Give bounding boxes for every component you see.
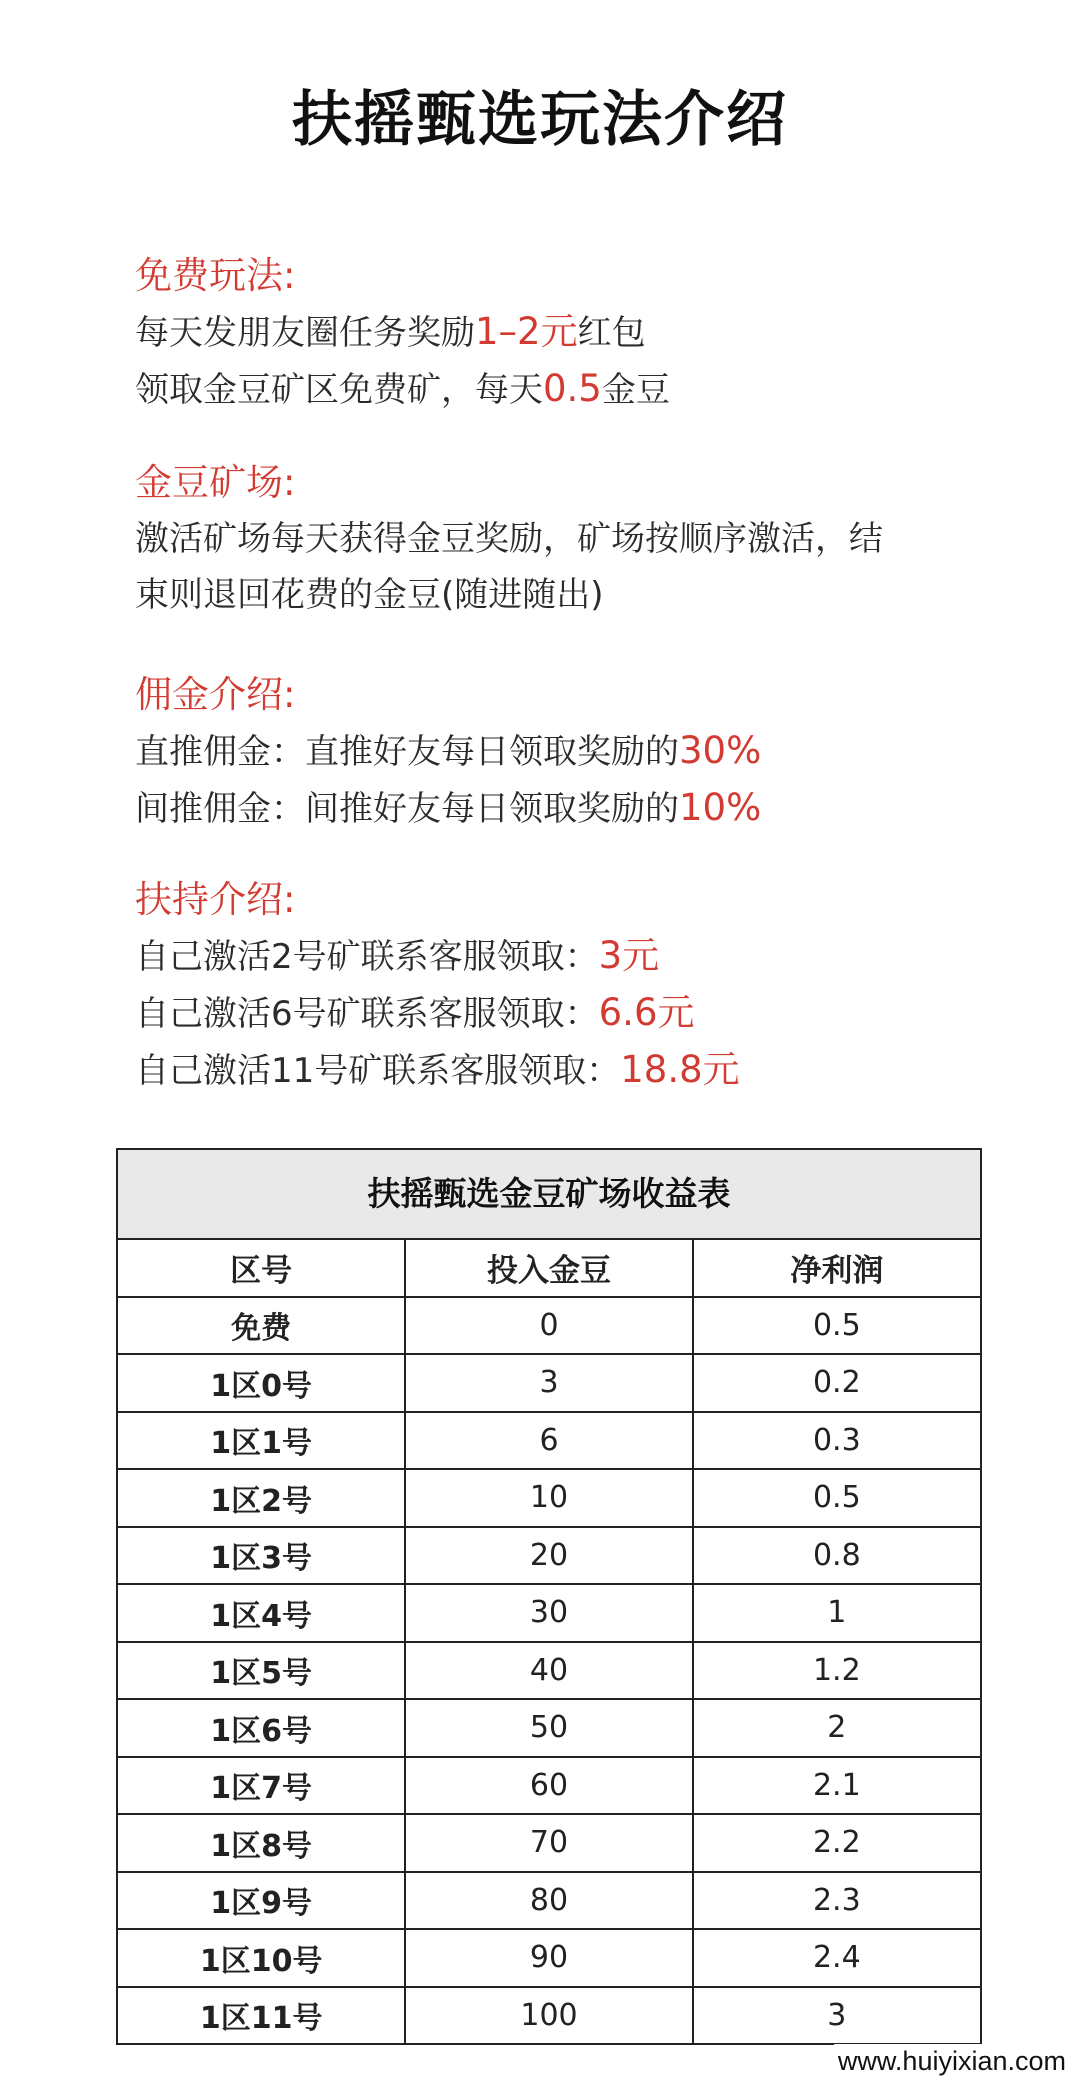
invest-cell: 100 <box>405 1987 692 2044</box>
zone-cell: 免费 <box>118 1297 405 1355</box>
invest-cell: 20 <box>405 1527 692 1585</box>
zone-cell: 1区7号 <box>118 1757 405 1815</box>
table-row <box>118 1699 980 1757</box>
zone-cell: 1区11号 <box>118 1987 405 2044</box>
zone-cell: 1区10号 <box>118 1929 405 1987</box>
highlight-value: 3元 <box>598 934 660 977</box>
page-title: 扶摇甄选玩法介绍 <box>292 85 788 155</box>
profit-cell: 2 <box>693 1699 980 1757</box>
section-heading: 扶持介绍: <box>135 878 296 921</box>
table-header-row <box>118 1240 980 1297</box>
table-row <box>118 1872 980 1930</box>
commission-line-2: 间推佣金：间推好友每日领取奖励的10% <box>135 786 762 829</box>
support-section <box>135 872 1015 1099</box>
commission-section <box>135 667 1015 837</box>
profit-cell: 0.5 <box>693 1469 980 1527</box>
profit-cell: 2.3 <box>693 1872 980 1930</box>
zone-cell: 1区6号 <box>118 1699 405 1757</box>
table-row <box>118 1297 980 1355</box>
invest-cell: 80 <box>405 1872 692 1930</box>
table-row <box>118 1354 980 1412</box>
commission-line-1: 直推佣金：直推好友每日领取奖励的30% <box>135 729 762 772</box>
profit-cell: 2.2 <box>693 1814 980 1872</box>
support-line-2: 自己激活6号矿联系客服领取：6.6元 <box>135 991 695 1034</box>
zone-cell: 1区2号 <box>118 1469 405 1527</box>
invest-cell: 3 <box>405 1354 692 1412</box>
profit-cell: 1 <box>693 1584 980 1642</box>
profit-cell: 1.2 <box>693 1642 980 1700</box>
table-body <box>118 1297 980 2044</box>
zone-cell: 1区4号 <box>118 1584 405 1642</box>
profit-cell: 2.1 <box>693 1757 980 1815</box>
profit-cell: 0.8 <box>693 1527 980 1585</box>
zone-cell: 1区5号 <box>118 1642 405 1700</box>
gold-bean-mine-section <box>135 455 1015 623</box>
invest-cell: 10 <box>405 1469 692 1527</box>
invest-cell: 90 <box>405 1929 692 1987</box>
profit-cell: 0.2 <box>693 1354 980 1412</box>
free-line-2: 领取金豆矿区免费矿，每天0.5金豆 <box>135 367 670 410</box>
mine-line-2: 束则退回花费的金豆(随进随出) <box>135 575 604 615</box>
earnings-table <box>116 1148 982 2045</box>
section-heading: 金豆矿场: <box>135 461 296 504</box>
invest-cell: 40 <box>405 1642 692 1700</box>
invest-cell: 0 <box>405 1297 692 1355</box>
invest-cell: 50 <box>405 1699 692 1757</box>
zone-cell: 1区8号 <box>118 1814 405 1872</box>
support-line-3: 自己激活11号矿联系客服领取：18.8元 <box>135 1048 740 1091</box>
table-row <box>118 1412 980 1470</box>
invest-cell: 30 <box>405 1584 692 1642</box>
highlight-value: 30% <box>679 729 762 772</box>
highlight-value: 6.6元 <box>598 991 695 1034</box>
table-row <box>118 1814 980 1872</box>
profit-cell: 0.3 <box>693 1412 980 1470</box>
table-row <box>118 1469 980 1527</box>
table-row <box>118 1527 980 1585</box>
section-heading: 佣金介绍: <box>135 673 296 716</box>
watermark: www.huiyixian.com <box>834 2044 1070 2079</box>
free-line-1: 每天发朋友圈任务奖励1–2元红包 <box>135 310 646 353</box>
table-row <box>118 1929 980 1987</box>
profit-cell: 2.4 <box>693 1929 980 1987</box>
free-play-section <box>135 248 1015 418</box>
support-line-1: 自己激活2号矿联系客服领取：3元 <box>135 934 660 977</box>
zone-cell: 1区9号 <box>118 1872 405 1930</box>
invest-cell: 60 <box>405 1757 692 1815</box>
header-profit: 净利润 <box>693 1240 980 1297</box>
highlight-value: 10% <box>679 786 762 829</box>
highlight-value: 0.5 <box>543 367 602 410</box>
profit-cell: 0.5 <box>693 1297 980 1355</box>
table-row <box>118 1642 980 1700</box>
profit-cell: 3 <box>693 1987 980 2044</box>
zone-cell: 1区0号 <box>118 1354 405 1412</box>
header-zone: 区号 <box>118 1240 405 1297</box>
highlight-value: 1–2元 <box>475 310 578 353</box>
invest-cell: 70 <box>405 1814 692 1872</box>
section-heading: 免费玩法: <box>135 254 296 297</box>
invest-cell: 6 <box>405 1412 692 1470</box>
mine-line-1: 激活矿场每天获得金豆奖励，矿场按顺序激活，结 <box>135 519 883 559</box>
table-row <box>118 1987 980 2044</box>
table-row <box>118 1584 980 1642</box>
table-title: 扶摇甄选金豆矿场收益表 <box>118 1150 980 1240</box>
header-invest: 投入金豆 <box>405 1240 692 1297</box>
zone-cell: 1区1号 <box>118 1412 405 1470</box>
zone-cell: 1区3号 <box>118 1527 405 1585</box>
table-row <box>118 1757 980 1815</box>
earnings-grid <box>118 1240 980 2043</box>
highlight-value: 18.8元 <box>620 1048 740 1091</box>
